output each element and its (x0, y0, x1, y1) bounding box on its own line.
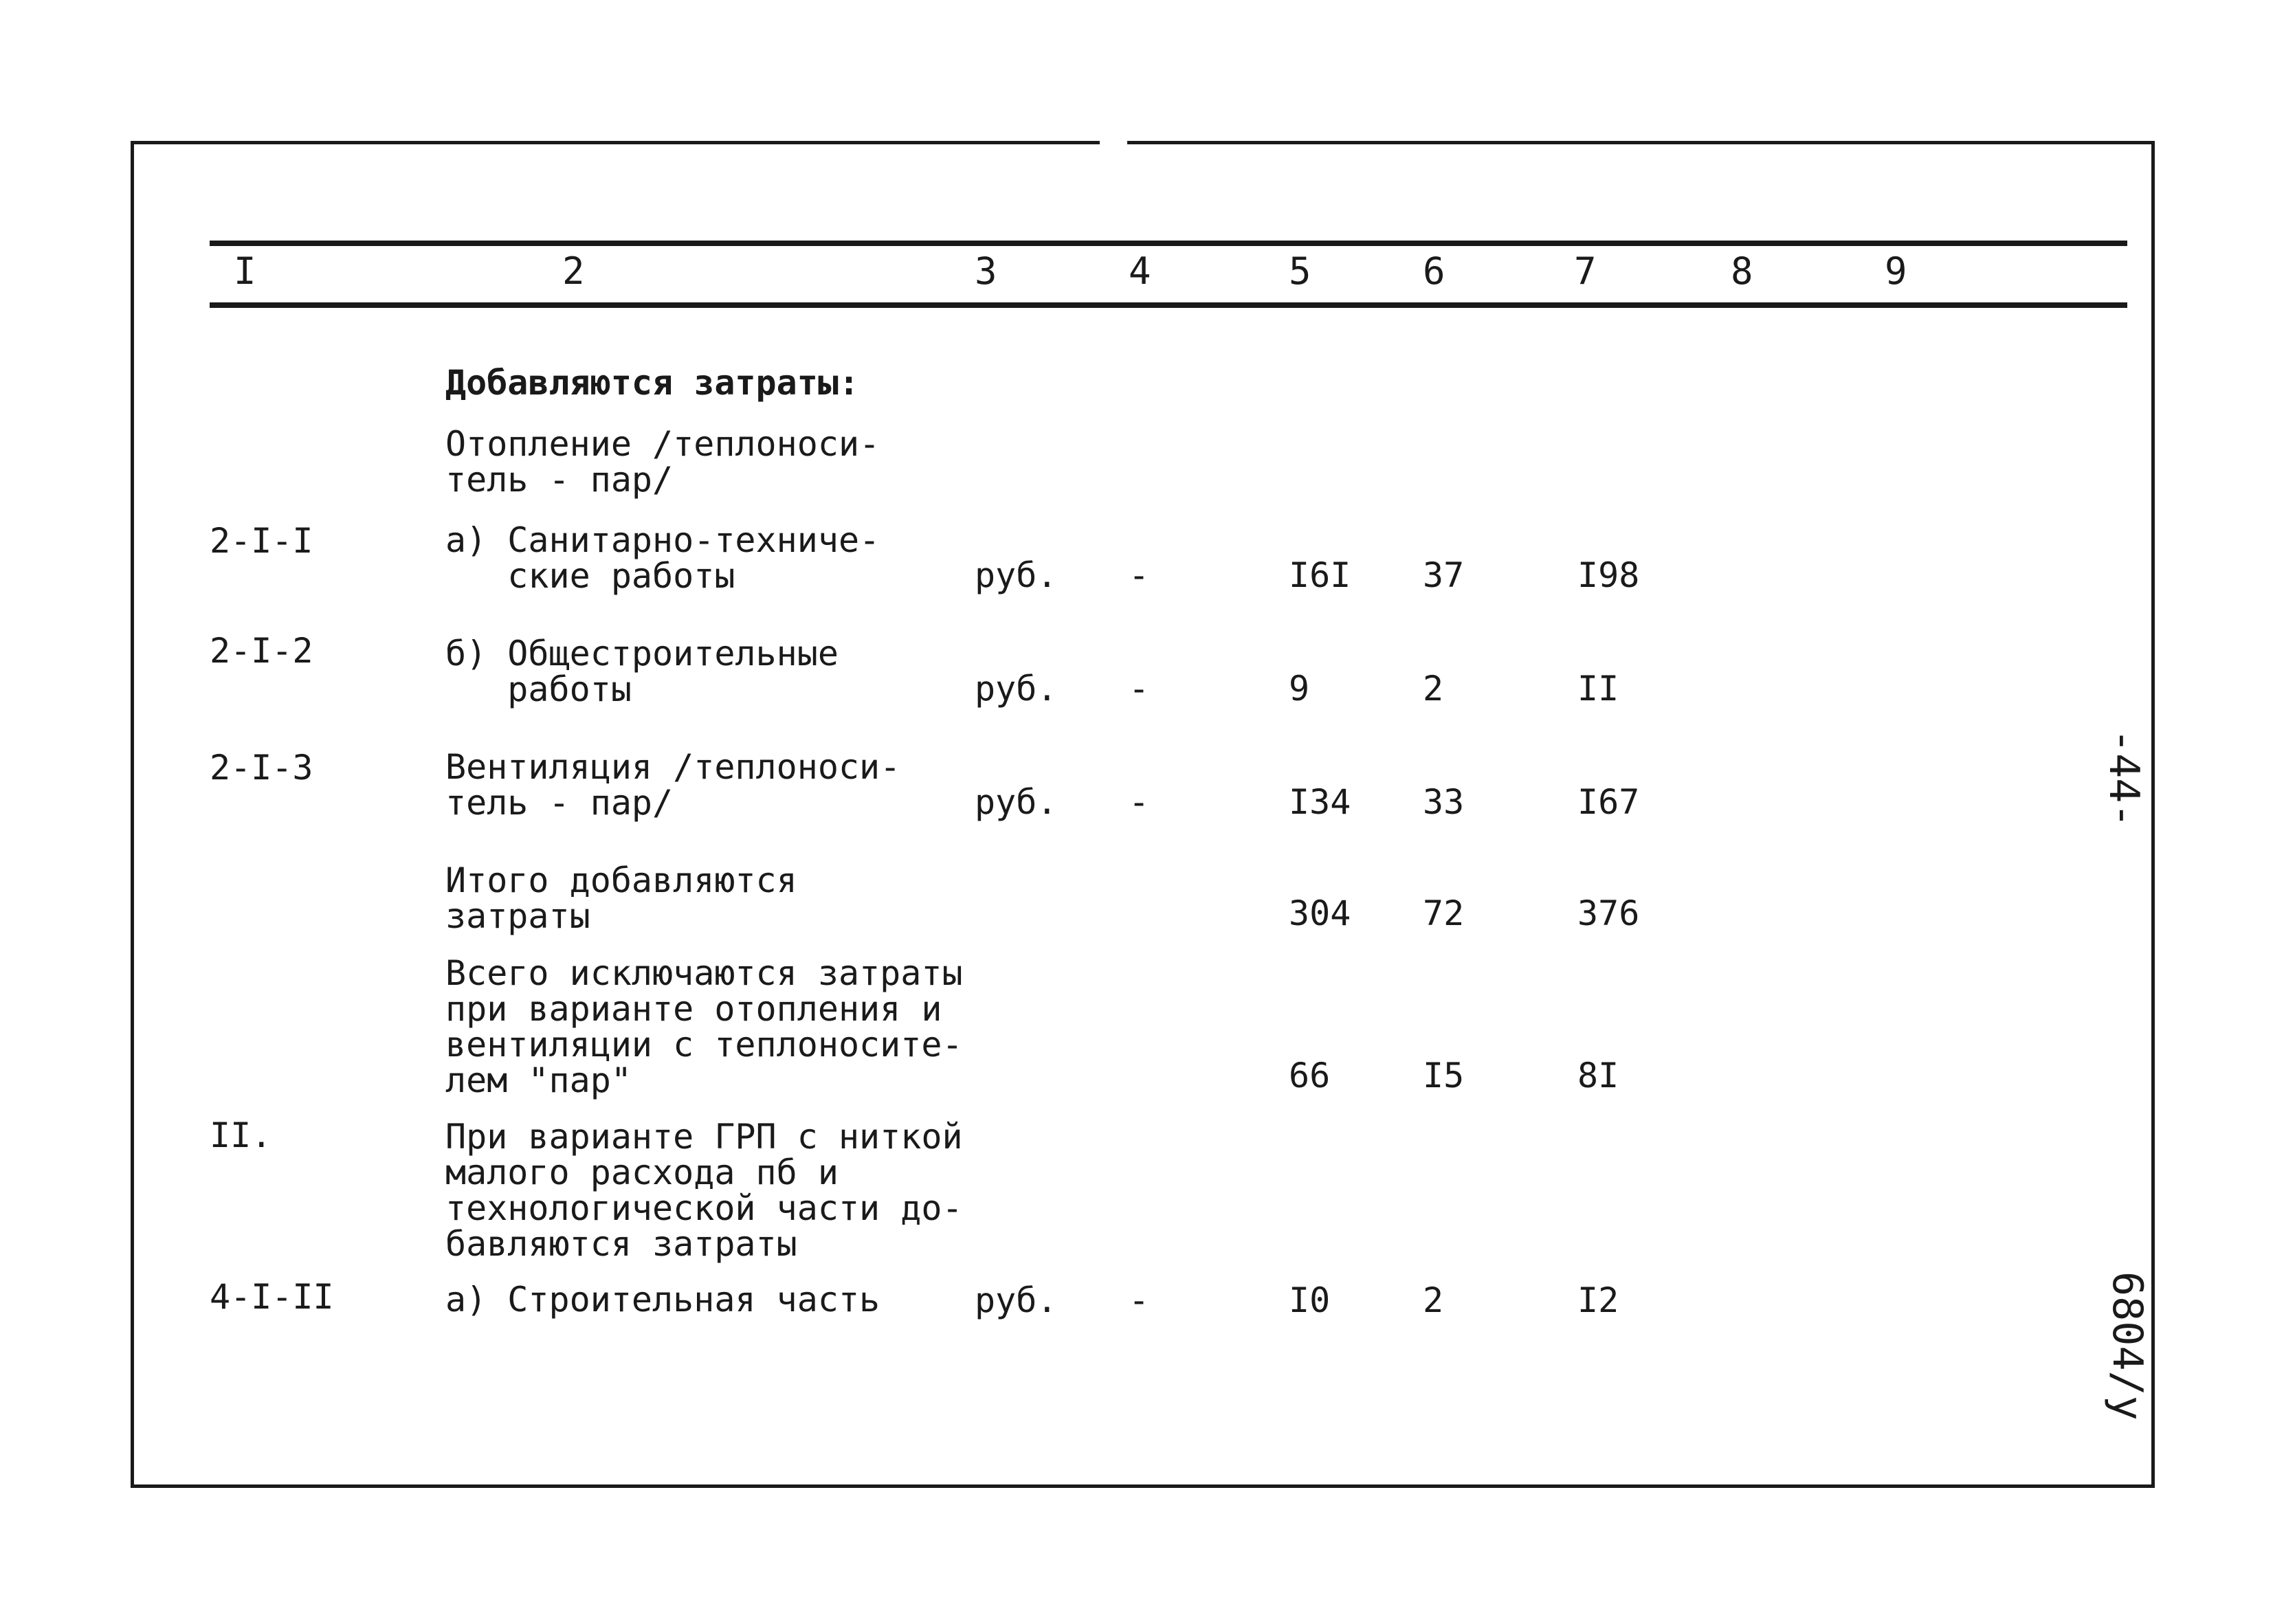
section-subheading: Отопление /теплоноси- тель - пар/ (445, 424, 880, 500)
subtotal-col5: 304 (1289, 893, 1351, 933)
column-header-1: I (234, 249, 256, 293)
frame-gap (1100, 137, 1127, 147)
row-dash: - (1129, 1280, 1150, 1320)
total-col5: 66 (1289, 1056, 1331, 1095)
row-dash: - (1129, 669, 1150, 709)
row-col5: 9 (1289, 669, 1310, 709)
row-col7: I67 (1577, 782, 1640, 822)
page-number: -44- (2100, 728, 2148, 828)
row-col6: 37 (1423, 555, 1465, 595)
column-header-2: 2 (562, 249, 585, 293)
row-col6: 33 (1423, 782, 1465, 822)
column-header-7: 7 (1574, 249, 1597, 293)
subtotal-col6: 72 (1423, 893, 1465, 933)
row-description: б) Общестроительные работы (445, 634, 839, 709)
row-col5: I0 (1289, 1280, 1331, 1320)
total-col7: 8I (1577, 1056, 1619, 1095)
row-unit: руб. (975, 669, 1058, 709)
row-description: Вентиляция /теплоноси- тель - пар/ (445, 747, 901, 823)
row-col7: I98 (1577, 555, 1640, 595)
row-col7: II (1577, 669, 1619, 709)
section-description: При варианте ГРП с ниткой малого расхода пб и технологической части до- бавляются затраты (445, 1117, 963, 1264)
row-code: 4-I-II (210, 1277, 334, 1317)
row-dash: - (1129, 555, 1150, 595)
total-col6: I5 (1423, 1056, 1465, 1095)
column-header-6: 6 (1423, 249, 1445, 293)
column-header-5: 5 (1289, 249, 1311, 293)
row-unit: руб. (975, 1280, 1058, 1320)
row-code: 2-I-I (210, 521, 313, 561)
row-code: 2-I-3 (210, 748, 313, 788)
row-unit: руб. (975, 782, 1058, 822)
column-header-8: 8 (1731, 249, 1753, 293)
header-rule-top (210, 241, 2127, 246)
total-description: Всего исключаются затраты при варианте отопления и вентиляции с теплоносите- лем "пар" (445, 953, 963, 1100)
row-col5: I34 (1289, 782, 1351, 822)
column-header-4: 4 (1129, 249, 1151, 293)
row-code: 2-I-2 (210, 631, 313, 671)
section-heading: Добавляются затраты: (445, 363, 860, 403)
row-unit: руб. (975, 555, 1058, 595)
row-col5: I6I (1289, 555, 1351, 595)
header-rule-bottom (210, 302, 2127, 308)
row-col6: 2 (1423, 1280, 1444, 1320)
subtotal-col7: 376 (1577, 893, 1640, 933)
row-col7: I2 (1577, 1280, 1619, 1320)
row-dash: - (1129, 782, 1150, 822)
row-description: а) Строительная часть (445, 1280, 880, 1320)
row-description: а) Санитарно-техниче- ские работы (445, 520, 880, 596)
column-header-3: 3 (975, 249, 997, 293)
row-col6: 2 (1423, 669, 1444, 709)
document-number: 6804/у (2103, 1271, 2151, 1421)
column-header-9: 9 (1885, 249, 1907, 293)
subtotal-description: Итого добавляются затраты (445, 860, 797, 936)
section-code: II. (210, 1115, 272, 1155)
